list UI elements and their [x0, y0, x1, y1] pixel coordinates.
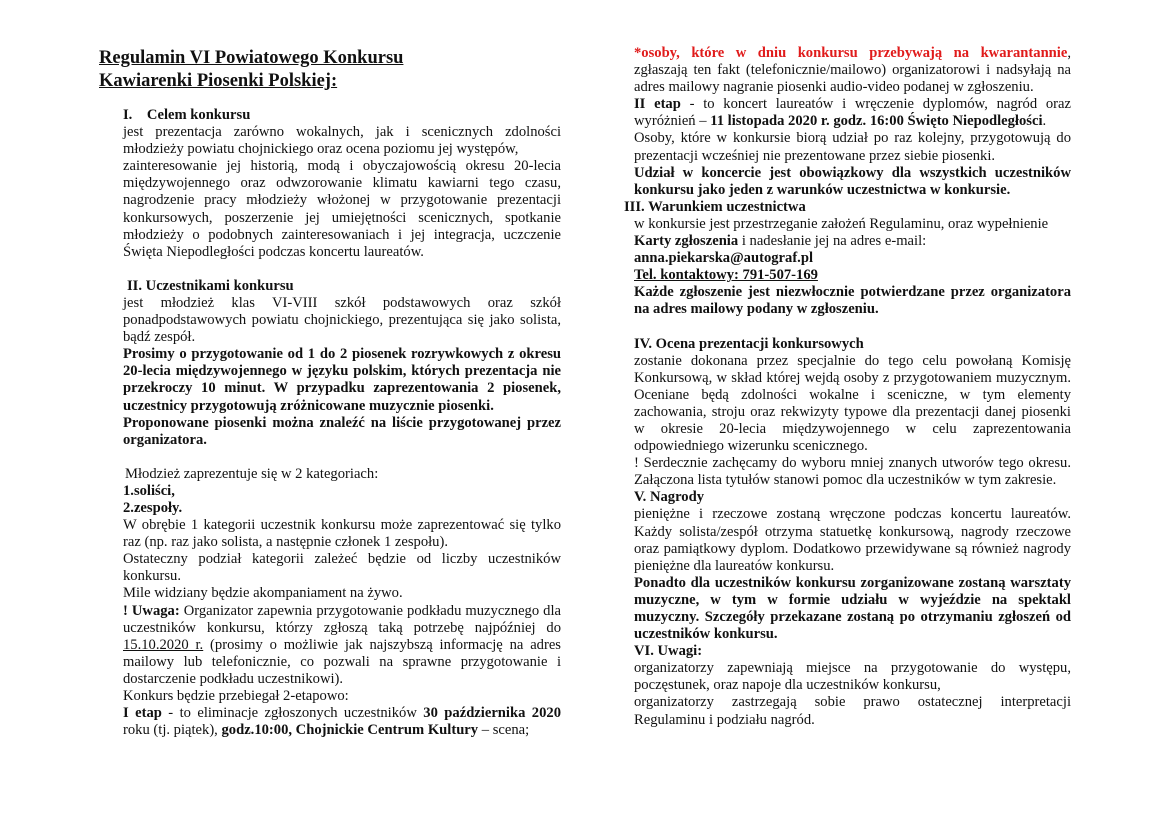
stage-2-text-b: . — [1042, 113, 1047, 130]
section-2 — [99, 278, 561, 739]
stage-1-date: 30 października 2020 — [423, 705, 561, 722]
stage-1 — [123, 705, 561, 739]
section-3-heading: III. Warunkiem uczestnictwa — [624, 198, 806, 215]
stage-2 — [634, 96, 1071, 130]
section-1 — [99, 107, 561, 261]
live-accompaniment: Mile widziany będzie akompaniament na żywo. — [123, 585, 403, 602]
song-list-note: Proponowane piosenki można znaleźć na liście przygotowanej przez organizatora. — [123, 414, 561, 448]
stage-2-date: 11 listopada 2020 r. godz. 16:00 Święto Niepodległości — [710, 113, 1043, 130]
title-colon: : — [330, 71, 338, 91]
document-title — [99, 47, 561, 93]
note-text-b: (prosimy o możliwie jak najszybszą informację na adres mailowy lub telefonicznie, co pozwali na sprawne przygotowanie i dostarczenie podkładu uczestnikowi). — [123, 636, 561, 687]
song-requirements: Prosimy o przygotowanie od 1 do 2 piosenek rozrywkowych z okresu 20-lecia międzywojennego w języku polskim, których prezentacja nie przekroczy 10 minut. W przypadku zaprezentowania 2 piosenek, uczestnicy przygotowują zróżnicowane muzycznie piosenki. — [123, 346, 561, 414]
section-5-heading: V. Nagrody — [634, 489, 705, 506]
section-4-heading: IV. Ocena prezentacji konkursowych — [634, 335, 864, 352]
left-column — [99, 47, 561, 739]
backing-track-note — [123, 603, 561, 688]
mandatory-concert: Udział w koncercie jest obowiązkowy dla wszystkich uczestników konkursu jako jeden z warunków uczestnictwa w konkursie. — [634, 164, 1071, 198]
form-text: i nadesłanie jej na adres e-mail: — [738, 233, 927, 250]
contact-email[interactable]: anna.piekarska@autograf.pl — [634, 250, 814, 267]
section-4-encourage: ! Serdecznie zachęcamy do wyboru mniej znanych utworów tego okresu. Załączona lista tytułów stanowi pomoc dla uczestników w tym zakresie. — [634, 455, 1071, 489]
section-6-item-2: organizatorzy zastrzegają sobie prawo ostatecznej interpretacji Regulaminu i podziału nagród. — [634, 694, 1071, 728]
category-bands: 2.zespoły. — [123, 499, 183, 516]
note-label: ! Uwaga: — [123, 602, 180, 619]
category-division: Ostateczny podział kategorii zależeć będzie od liczby uczestników konkursu. — [123, 551, 561, 585]
section-4-body: zostanie dokonana przez specjalnie do tego celu powołaną Komisję Konkursową, w skład której wejdą osoby z przygotowaniem muzycznym. Oceniane będą zdolności wokalne i sceniczne, w tym elementy zachowania, stroju oraz rekwizyty typowe dla prezentacji danej piosenki w okresie 20-lecia międzywojennego w celu zaprezentowania odpowiedniego wizerunku scenicznego. — [634, 352, 1071, 455]
note-deadline: 15.10.2020 r. — [123, 636, 204, 653]
section-1-number: I. — [123, 107, 133, 123]
section-1-heading — [123, 107, 561, 124]
note-text-a: Organizator zapewnia przygotowanie podkładu muzycznego dla uczestników konkursu, którzy zgłoszą taką potrzebę najpóźniej do — [123, 602, 561, 636]
stage-2-label: II etap — [634, 96, 681, 113]
section-1-body: jest prezentacja zarówno wokalnych, jak i scenicznych zdolności młodzieży powiatu chojnickiego oraz ocena poziomu jej występów, — [123, 124, 561, 158]
contact-phone[interactable]: Tel. kontaktowy: 791-507-169 — [634, 267, 818, 284]
right-column — [624, 45, 1071, 729]
stages-intro: Konkurs będzie przebiegał 2-etapowo: — [123, 688, 349, 704]
category-rule: W obrębie 1 kategorii uczestnik konkursu może zaprezentować się tylko raz (np. raz jako solista, a następnie członek 1 zespołu). — [123, 517, 561, 551]
stage-1-time-place: godz.10:00, Chojnickie Centrum Kultury — [221, 722, 479, 739]
section-3-body: w konkursie jest przestrzeganie założeń Regulaminu, oraz wypełnienie — [634, 215, 1049, 232]
stage-1-text-b: roku (tj. piątek), — [123, 722, 222, 739]
stage-1-text-c: – scena; — [478, 722, 530, 739]
section-1-body-2: zainteresowanie jej historią, modą i obyczajowością okresu 20-lecia międzywojennego oraz odwzorowanie klimatu kawiarni tego czasu, nagrodzenie pracy młodzieży włożonej w przygotowanie prezentacji konkursowych, poszerzenie jej umiejętności scenicznych, spotkanie młodzieży o podobnych zainteresowaniach i jej integracja, uczczenie Święta Niepodległości podczas koncertu laureatów. — [123, 158, 561, 260]
quarantine-text: , zgłaszają ten fakt (telefonicznie/mailowo) organizatorowi i nadsyłają na adres mailowy nagranie piosenki audio-video podanej w zgłoszeniu. — [634, 45, 1071, 96]
section-2-body: jest młodzież klas VI-VIII szkół podstawowych oraz szkół ponadpodstawowych powiatu chojnickiego, prezentująca się jako solista, bądź zespół. — [123, 294, 561, 346]
section-5-body: pieniężne i rzeczowe zostaną wręczone podczas koncertu laureatów. Każdy solista/zespół otrzyma statuetkę konkursową, nagrody rzeczowe oraz pamiątkowy dyplom. Dodatkowo przewidywane są również nagrody pieniężne dla laureatów konkursu. — [634, 506, 1071, 574]
form-label: Karty zgłoszenia — [634, 233, 739, 250]
workshops-note: Ponadto dla uczestników konkursu zorganizowane zostaną warsztaty muzyczne, w tym w formie udziału w wyjeździe na spektakl muzyczny. Szczegóły przekazane zostaną po otrzymaniu zgłoszeń od uczestników konkursu. — [634, 574, 1071, 643]
confirmation-note: Każde zgłoszenie jest niezwłocznie potwierdzane przez organizatora na adres mailowy podany w zgłoszeniu. — [634, 284, 1071, 318]
section-6-heading: VI. Uwagi: — [634, 643, 703, 660]
categories-intro: Młodzież zaprezentuje się w 2 kategoriach: — [125, 465, 379, 482]
section-2-heading: II. Uczestnikami konkursu — [127, 277, 294, 294]
repeat-participants: Osoby, które w konkursie biorą udział po raz kolejny, przygotowują do prezentacji wcześniej nie prezentowane przez siebie piosenki. — [634, 130, 1071, 164]
form-line — [634, 233, 1071, 250]
quarantine-warning: *osoby, które w dniu konkursu przebywają na kwarantannie — [634, 45, 1068, 61]
stage-2-text-a: - to koncert laureatów i wręczenie dyplomów, nagród oraz wyróżnień – — [634, 96, 1071, 130]
title-line-1: Regulamin VI Powiatowego Konkursu — [99, 48, 404, 68]
section-6-item-1: organizatorzy zapewniają miejsce na przygotowanie do występu, poczęstunek, oraz napoje dla uczestników konkursu, — [634, 660, 1071, 694]
category-soloists: 1.soliści, — [123, 482, 175, 499]
quarantine-note — [634, 45, 1071, 96]
section-1-title: Celem konkursu — [146, 107, 251, 123]
stage-1-text-a: - to eliminacje zgłoszonych uczestników — [161, 705, 424, 722]
stage-1-label: I etap — [123, 705, 162, 722]
title-line-2: Kawiarenki Piosenki Polskiej — [99, 71, 331, 91]
